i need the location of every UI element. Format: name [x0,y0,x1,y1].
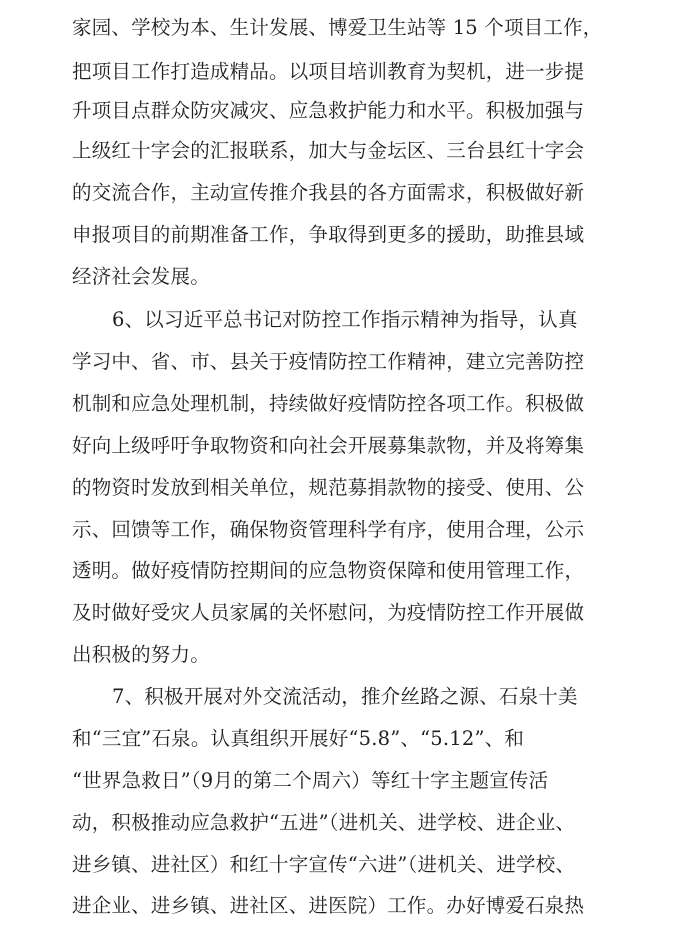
paragraph-7-first-line: 7、积极开展对外交流活动，推介丝路之源、石泉十美 [112,685,578,708]
text-line: 的交流合作，主动宣传推介我县的各方面需求，积极做好新 [72,181,585,204]
text-line: 学习中、省、市、县关于疫情防控工作精神，建立完善防控 [72,350,585,373]
text-line: 进乡镇、进社区）和红十字宣传“六进”（进机关、进学校、 [72,853,576,876]
text-line: 家园、学校为本、生计发展、博爱卫生站等 15 个项目工作， [72,16,603,39]
text-line: 的物资时发放到相关单位，规范募捐款物的接受、使用、公 [72,476,585,499]
text-line: 和“三宜”石泉。认真组织开展好“5.8”、“5.12”、和 [72,727,525,750]
text-line: 进企业、进乡镇、进社区、进医院）工作。办好博爱石泉热 [72,894,585,917]
text-line: 动，积极推动应急救护“五进”（进机关、进学校、进企业、 [72,811,576,834]
text-line: 透明。做好疫情防控期间的应急物资保障和使用管理工作， [72,559,585,582]
paragraph-6-first-line: 6、以习近平总书记对防控工作指示精神为指导，认真 [112,308,578,331]
text-line: “世界急救日”（9月的第二个周六）等红十字主题宣传活 [72,769,549,792]
text-line: 升项目点群众防灾减灾、应急救护能力和水平。积极加强与 [72,99,585,122]
text-line: 出积极的努力。 [72,643,210,666]
text-line: 上级红十字会的汇报联系，加大与金坛区、三台县红十字会 [72,139,585,162]
text-line: 申报项目的前期准备工作，争取得到更多的援助，助推县域 [72,223,585,246]
text-line: 好向上级呼吁争取物资和向社会开展募集款物，并及将筹集 [72,434,585,457]
text-line: 示、回馈等工作，确保物资管理科学有序，使用合理，公示 [72,518,585,541]
text-line: 及时做好受灾人员家属的关怀慰问，为疫情防控工作开展做 [72,601,585,624]
text-line: 机制和应急处理机制，持续做好疫情防控各项工作。积极做 [72,392,585,415]
text-line: 经济社会发展。 [72,265,210,288]
text-line: 把项目工作打造成精品。以项目培训教育为契机，进一步提 [72,60,585,83]
